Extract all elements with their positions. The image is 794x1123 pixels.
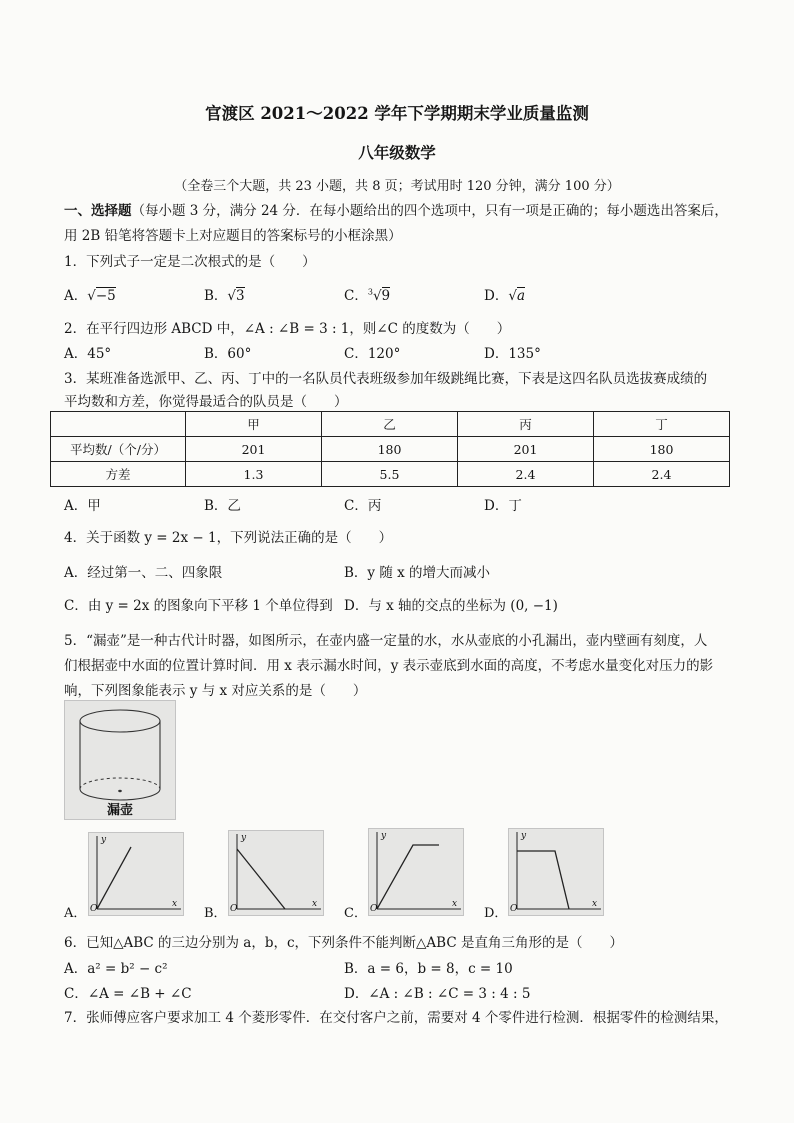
q6-stem: 6．已知△ABC 的三边分别为 a，b，c，下列条件不能判断△ABC 是直角三角形的是（ ） <box>64 935 623 951</box>
table-cell: 1.3 <box>186 462 322 487</box>
table-cell: 201 <box>186 437 322 462</box>
q3-option-b: B．乙 <box>204 498 241 514</box>
q5-graph-b <box>228 830 324 916</box>
q1-d-label: D． <box>484 288 509 304</box>
drain-hole <box>118 790 122 792</box>
table-cell: 2.4 <box>594 462 730 487</box>
q1-option-a <box>64 284 116 304</box>
q2-stem: 2．在平行四边形 ABCD 中，∠A : ∠B = 3 : 1，则∠C 的度数为（ ） <box>64 321 511 337</box>
graph-line <box>237 849 285 909</box>
radical-sign: √ <box>508 288 517 304</box>
table-cell: 201 <box>458 437 594 462</box>
section-desc-1: （每小题 3 分，满分 24 分．在每小题给出的四个选项中，只有一项是正确的；每小题选出答案后， <box>131 203 728 219</box>
q3-option-a: A．甲 <box>64 498 101 514</box>
table-header-cell: 乙 <box>322 412 458 437</box>
table-row <box>51 437 730 462</box>
q4-option-a: A．经过第一、二、四象限 <box>64 565 223 581</box>
q4-option-c: C．由 y = 2x 的图象向下平移 1 个单位得到 <box>64 598 333 614</box>
vessel-caption: 漏壶 <box>106 803 133 818</box>
q4-option-b: B．y 随 x 的增大而减小 <box>344 565 491 581</box>
q2-option-d: D．135° <box>484 346 541 362</box>
axis-y-label: y <box>521 831 527 841</box>
axis-x-label: x <box>592 899 598 909</box>
table-row-label: 平均数/（个/分） <box>51 437 186 462</box>
q1-a-label: A． <box>64 288 88 304</box>
q5-graph-c <box>368 828 464 916</box>
radical-sign: √ <box>227 288 237 304</box>
q5-option-d-label: D． <box>484 906 508 921</box>
exam-title: 官渡区 2021～2022 学年下学期期末学业质量监测 <box>205 104 589 123</box>
axis-x-label: x <box>452 899 458 909</box>
table-row-label: 方差 <box>51 462 186 487</box>
graph-line <box>377 845 439 909</box>
q6-option-b: B．a = 6，b = 8，c = 10 <box>344 961 513 977</box>
radical-sign: √ <box>87 288 96 304</box>
q1-d-radicand: a <box>516 288 525 304</box>
q1-a-radicand: −5 <box>95 288 116 304</box>
q1-b-radicand: 3 <box>236 288 245 304</box>
section-heading: 一、选择题 <box>64 203 132 219</box>
q1-option-c <box>344 284 390 304</box>
q5-option-b-label: B． <box>204 906 227 921</box>
q2-option-b: B．60° <box>204 346 252 362</box>
q1-option-b <box>204 284 245 304</box>
axis-x-label: x <box>312 899 318 909</box>
table-cell: 2.4 <box>458 462 594 487</box>
table-cell: 180 <box>322 437 458 462</box>
q1-c-index: 3 <box>367 287 373 297</box>
q5-graph-a <box>88 832 184 916</box>
table-cell: 5.5 <box>322 462 458 487</box>
origin-label: O <box>510 904 518 914</box>
table-header-cell: 甲 <box>186 412 322 437</box>
q6-option-c: C．∠A = ∠B + ∠C <box>64 986 192 1002</box>
exam-note: （全卷三个大题，共 23 小题，共 8 页；考试用时 120 分钟，满分 100 分） <box>174 179 620 194</box>
q5-stem-3: 响，下列图象能表示 y 与 x 对应关系的是（ ） <box>64 683 367 699</box>
q4-option-d: D．与 x 轴的交点的坐标为 (0, −1) <box>344 598 558 614</box>
table-header-cell <box>51 412 186 437</box>
score-table <box>50 411 730 487</box>
q3-stem-2: 平均数和方差，你觉得最适合的队员是（ ） <box>64 394 348 410</box>
q6-option-a: A．a² = b² − c² <box>64 961 168 977</box>
q3-stem-1: 3．某班准备选派甲、乙、丙、丁中的一名队员代表班级参加年级跳绳比赛，下表是这四名队员选拔赛成绩的 <box>64 371 708 387</box>
q4-stem: 4．关于函数 y = 2x − 1，下列说法正确的是（ ） <box>64 530 393 546</box>
exam-subtitle: 八年级数学 <box>358 143 436 162</box>
q5-graph-d <box>508 828 604 916</box>
section-heading-line <box>64 199 728 219</box>
q5-stem-2: 们根据壶中水面的位置计算时间．用 x 表示漏水时间，y 表示壶底到水面的高度，不考虑水量变化对压力的影 <box>64 658 714 674</box>
q1-b-label: B． <box>204 288 228 304</box>
q2-option-c: C．120° <box>344 346 401 362</box>
axis-x-label: x <box>172 899 178 909</box>
q2-option-a: A．45° <box>64 346 112 362</box>
q1-c-label: C． <box>344 288 368 304</box>
water-clock-figure <box>64 700 176 820</box>
table-header-cell: 丁 <box>594 412 730 437</box>
section-desc-2: 用 2B 铅笔将答题卡上对应题目的答案标号的小框涂黑） <box>64 228 402 244</box>
origin-label: O <box>90 904 98 914</box>
origin-label: O <box>370 904 378 914</box>
q5-option-c-label: C． <box>344 906 367 921</box>
q3-option-c: C．丙 <box>344 498 382 514</box>
q3-option-d: D．丁 <box>484 498 522 514</box>
graph-line <box>517 851 569 909</box>
q6-option-d: D．∠A : ∠B : ∠C = 3 : 4 : 5 <box>344 986 531 1002</box>
origin-label: O <box>230 904 238 914</box>
q5-stem-1: 5．“漏壶”是一种古代计时器，如图所示，在壶内盛一定量的水，水从壶底的小孔漏出，壶内壁画有刻度，人 <box>64 633 708 649</box>
q5-option-a-label: A． <box>64 906 87 921</box>
q1-stem: 1．下列式子一定是二次根式的是（ ） <box>64 254 316 270</box>
table-header-row <box>51 412 730 437</box>
table-row <box>51 462 730 487</box>
axis-y-label: y <box>241 833 247 843</box>
q7-stem: 7．张师傅应客户要求加工 4 个菱形零件．在交付客户之前，需要对 4 个零件进行检测．根据零件的检测结果， <box>64 1010 728 1026</box>
table-cell: 180 <box>594 437 730 462</box>
q1-c-radicand: 9 <box>381 288 391 304</box>
axis-y-label: y <box>101 835 107 845</box>
q1-option-d <box>484 284 525 304</box>
axis-y-label: y <box>381 831 387 841</box>
graph-line <box>97 847 131 909</box>
table-header-cell: 丙 <box>458 412 594 437</box>
radical-sign: √ <box>372 288 382 304</box>
